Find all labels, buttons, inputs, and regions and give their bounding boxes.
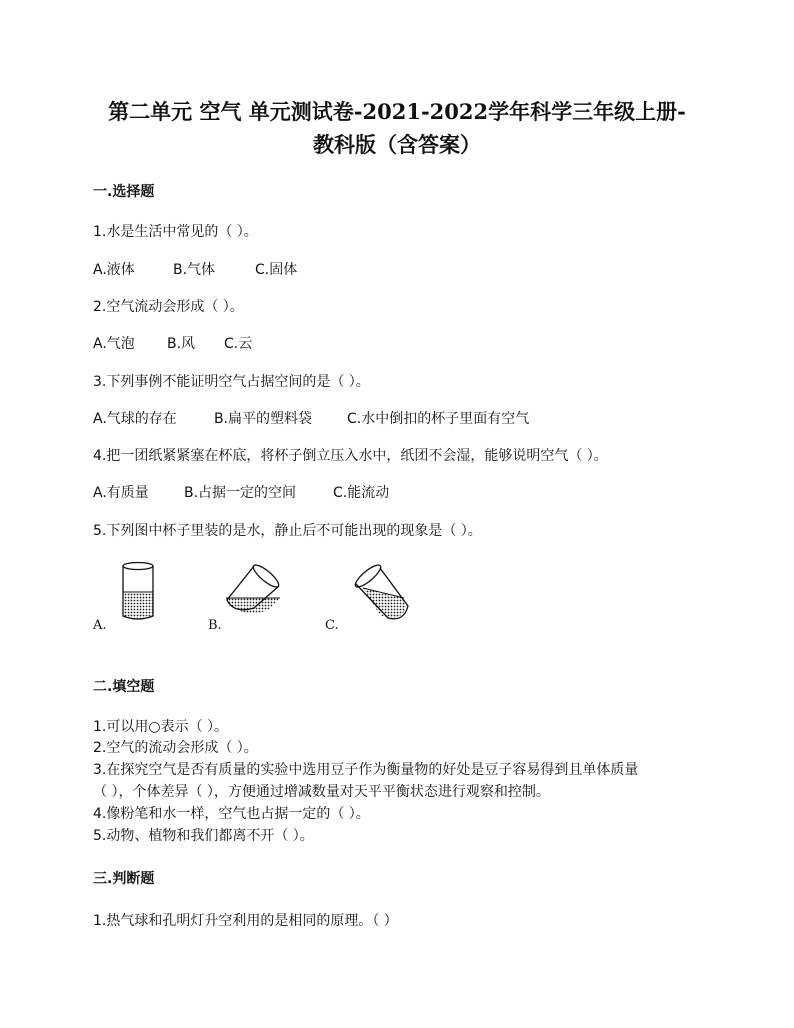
figure-label-c: C. bbox=[325, 618, 339, 633]
cup-tilted-level-figure bbox=[222, 562, 286, 616]
option-a: A.气球的存在 bbox=[93, 411, 177, 427]
option-b: B.扁平的塑料袋 bbox=[214, 411, 313, 427]
question-4-options bbox=[93, 482, 389, 502]
section-heading-true-false: 三.判断题 bbox=[93, 871, 155, 887]
document-title-line-2: 教科版（含答案） bbox=[313, 132, 481, 157]
fill-line-1: 1.可以用○表示（ ）。 bbox=[93, 719, 229, 735]
document-title-line-1: 第二单元 空气 单元测试卷-2021-2022学年科学三年级上册- bbox=[108, 99, 686, 124]
question-1-options bbox=[93, 259, 297, 279]
option-b: B.气体 bbox=[173, 262, 216, 278]
figure-label-a: A. bbox=[93, 618, 107, 633]
question-2-text: 2.空气流动会形成（ ）。 bbox=[93, 299, 244, 315]
cup-upright-figure bbox=[118, 560, 158, 622]
question-3-text: 3.下列事例不能证明空气占据空间的是（ ）。 bbox=[93, 374, 370, 390]
option-c: C.能流动 bbox=[333, 485, 390, 501]
fill-line-5: 5.动物、植物和我们都离不开（ ）。 bbox=[93, 828, 314, 844]
option-b: B.风 bbox=[167, 336, 196, 352]
question-4-text: 4.把一团纸紧紧塞在杯底，将杯子倒立压入水中，纸团不会湿，能够说明空气（ ）。 bbox=[93, 448, 608, 464]
question-5-text: 5.下列图中杯子里装的是水，静止后不可能出现的现象是（ ）。 bbox=[93, 523, 482, 539]
option-a: A.有质量 bbox=[93, 485, 149, 501]
fill-line-3: 3.在探究空气是否有质量的实验中选用豆子作为衡量物的好处是豆子容易得到且单体质量 bbox=[93, 762, 639, 778]
fill-line-4: 4.像粉笔和水一样，空气也占据一定的（ ）。 bbox=[93, 806, 370, 822]
option-c: C.云 bbox=[224, 336, 253, 352]
fill-line-2: 2.空气的流动会形成（ ）。 bbox=[93, 740, 258, 756]
fill-line-3-continued: （ ），个体差异（ ），方便通过增减数量对天平平衡状态进行观察和控制。 bbox=[93, 784, 550, 800]
cup-tilted-slanted-figure bbox=[348, 560, 414, 622]
question-2-options bbox=[93, 333, 252, 353]
section-heading-choice: 一.选择题 bbox=[93, 184, 155, 200]
option-c: C.水中倒扣的杯子里面有空气 bbox=[347, 411, 530, 427]
section-heading-fill-blank: 二.填空题 bbox=[93, 679, 155, 695]
option-a: A.气泡 bbox=[93, 336, 135, 352]
figure-label-b: B. bbox=[208, 618, 222, 633]
option-b: B.占据一定的空间 bbox=[184, 485, 297, 501]
option-c: C.固体 bbox=[255, 262, 298, 278]
question-1-text: 1.水是生活中常见的（ ）。 bbox=[93, 224, 258, 240]
option-a: A.液体 bbox=[93, 262, 135, 278]
judge-question-1: 1.热气球和孔明灯升空利用的是相同的原理。（ ） bbox=[93, 913, 398, 929]
question-3-options bbox=[93, 408, 529, 428]
